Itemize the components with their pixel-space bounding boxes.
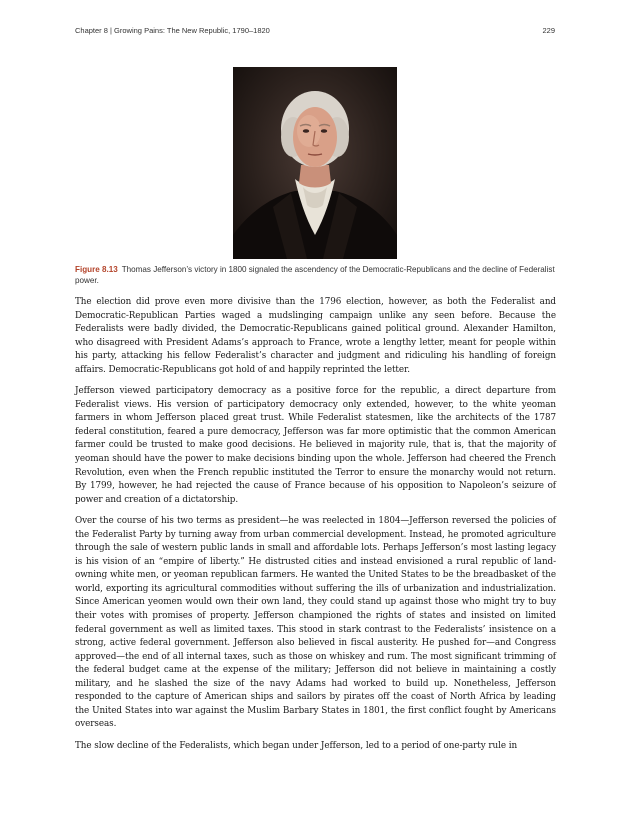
page-number: 229 — [542, 26, 555, 35]
figure-label: Figure 8.13 — [75, 265, 118, 274]
paragraph: Jefferson viewed participatory democracy as a positive force for the republic, a direct departure from Federalist views. His version of participatory democracy only extended, however, to the white yeoman farmers in whom Jefferson placed great trust. While Federalist statesmen, like the architects of the 1787 federal constitution, feared a pure democracy, Jefferson was far more optimistic that the common American farmer could be trusted to make good decisions. He believed in majority rule, that is, that the majority of yeoman should have the power to make decisions binding upon the whole. Jefferson had cheered the French Revolution, even when the French republic instituted the Terror to ensure the monarchy would not return. By 1799, however, he had rejected the cause of France because of his opposition to Napoleon’s seizure of power and creation of a dictatorship. — [75, 386, 556, 505]
chapter-title: Chapter 8 | Growing Pains: The New Republic, 1790–1820 — [75, 26, 270, 35]
figure-caption — [75, 264, 555, 286]
paragraph: The slow decline of the Federalists, which began under Jefferson, led to a period of one-party rule in — [75, 740, 518, 751]
portrait-illustration — [233, 67, 397, 259]
paragraph: Over the course of his two terms as president—he was reelected in 1804—Jefferson reversed the policies of the Federalist Party by turning away from urban commercial development. Instead, he promoted agriculture through the sale of western public lands in small and affordable lots. Perhaps Jefferson’s most lasting legacy is his vision of an “empire of liberty.” He distrusted cities and instead envisioned a rural republic of land-owning white men, or yeoman republican farmers. He wanted the United States to be the breadbasket of the world, exporting its agricultural commodities without suffering the ills of urbanization and industrialization. Since American yeomen would own their own land, they could stand up against those who might try to buy their votes with promises of property. Jefferson championed the rights of states and insisted on limited federal government as well as limited taxes. This stood in stark contrast to the Federalists’ insistence on a strong, active federal government. Jefferson also believed in fiscal austerity. He pushed for—and Congress approved—the end of all internal taxes, such as those on whiskey and rum. The most significant trimming of the federal budget came at the expense of the military; Jefferson did not believe in maintaining a costly military, and he slashed the size of the navy Adams had worked to build up. Nonetheless, Jefferson responded to the capture of American ships and sailors by pirates off the coast of North Africa by leading the United States into war against the Muslim Barbary States in 1801, the first conflict fought by Americans overseas. — [75, 516, 556, 730]
jefferson-portrait-image — [233, 67, 397, 259]
figure-caption-text: Thomas Jefferson’s victory in 1800 signaled the ascendency of the Democratic-Republicans and the decline of Federalist power. — [75, 265, 555, 285]
paragraph: The election did prove even more divisive than the 1796 election, however, as both the Federalist and Democratic-Republican Parties waged a mudslinging campaign unlike any seen before. Because the Federalists were badly divided, the Democratic-Republicans gained political ground. Alexander Hamilton, who disagreed with President Adams’s approach to France, wrote a lengthy letter, meant for people within his party, attacking his fellow Federalist’s character and judgment and ridiculing his handling of foreign affairs. Democratic-Republicans got hold of and happily reprinted the letter. — [75, 297, 556, 375]
body-text — [75, 296, 556, 762]
running-header — [75, 26, 555, 35]
